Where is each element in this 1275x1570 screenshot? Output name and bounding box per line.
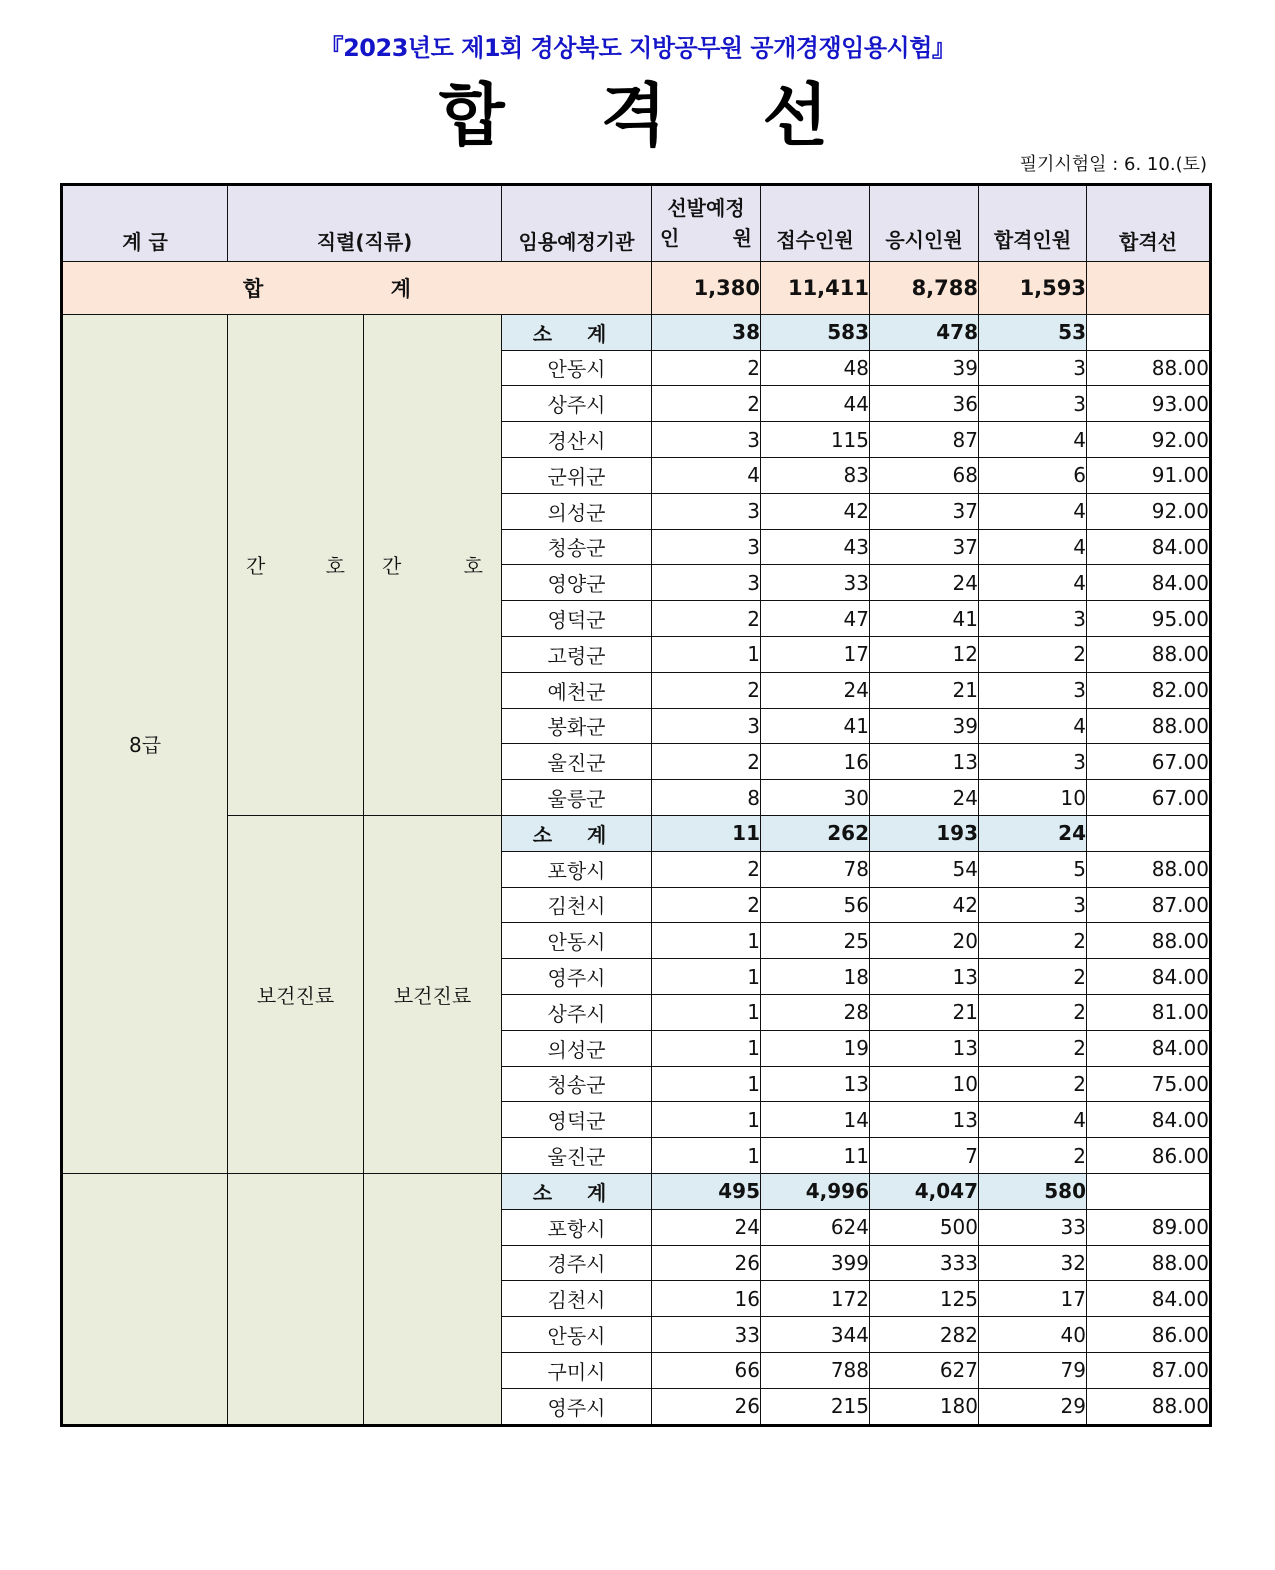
exam-date: 필기시험일 : 6. 10.(토) [1019, 154, 1207, 175]
attended-cell: 39 [870, 350, 979, 386]
subtotal-attended: 193 [870, 815, 979, 851]
cutoff-cell: 88.00 [1087, 851, 1211, 887]
planned-cell: 66 [652, 1352, 761, 1388]
attended-cell: 24 [870, 565, 979, 601]
passed-cell: 29 [979, 1388, 1087, 1425]
cutoff-cell: 89.00 [1087, 1209, 1211, 1245]
planned-cell: 1 [652, 1138, 761, 1174]
org-cell: 상주시 [502, 386, 652, 422]
passed-cell: 2 [979, 1138, 1087, 1174]
cutoff-cell: 88.00 [1087, 636, 1211, 672]
attended-cell: 42 [870, 887, 979, 923]
subtotal-row [62, 1173, 1211, 1209]
grade-cell: 8급 [62, 314, 228, 1173]
document-subtitle: 『2023년도 제1회 경상북도 지방공무원 공개경쟁임용시험』 [319, 34, 956, 62]
job-class-cell [364, 314, 502, 815]
applied-cell: 33 [761, 565, 870, 601]
grand-total-row [62, 261, 1211, 314]
attended-cell: 12 [870, 636, 979, 672]
attended-cell: 68 [870, 457, 979, 493]
grand-total-attended: 8,788 [870, 261, 979, 314]
cutoff-cell: 84.00 [1087, 529, 1211, 565]
job-series-cell [228, 1173, 364, 1425]
attended-cell: 21 [870, 994, 979, 1030]
planned-cell: 1 [652, 923, 761, 959]
passed-cell: 6 [979, 457, 1087, 493]
planned-cell: 1 [652, 636, 761, 672]
col-attended: 응시인원 [870, 185, 979, 262]
attended-cell: 37 [870, 529, 979, 565]
attended-cell: 20 [870, 923, 979, 959]
subtotal-cutoff [1087, 1173, 1211, 1209]
passed-cell: 4 [979, 565, 1087, 601]
attended-cell: 180 [870, 1388, 979, 1425]
org-cell: 김천시 [502, 1281, 652, 1317]
passed-cell: 3 [979, 744, 1087, 780]
applied-cell: 48 [761, 350, 870, 386]
applied-cell: 25 [761, 923, 870, 959]
cutoff-cell: 82.00 [1087, 672, 1211, 708]
cutoff-cell: 87.00 [1087, 887, 1211, 923]
applied-cell: 43 [761, 529, 870, 565]
planned-cell: 2 [652, 601, 761, 637]
document-title [0, 62, 1275, 159]
planned-cell: 26 [652, 1388, 761, 1425]
attended-cell: 10 [870, 1066, 979, 1102]
planned-cell: 3 [652, 493, 761, 529]
org-cell: 경산시 [502, 422, 652, 458]
org-cell: 영주시 [502, 959, 652, 995]
planned-cell: 1 [652, 959, 761, 995]
grand-total-passed: 1,593 [979, 261, 1087, 314]
planned-cell: 26 [652, 1245, 761, 1281]
planned-cell: 2 [652, 386, 761, 422]
cutoff-cell: 84.00 [1087, 1281, 1211, 1317]
cutoff-cell: 86.00 [1087, 1317, 1211, 1353]
subtotal-passed: 24 [979, 815, 1087, 851]
subtotal-passed: 580 [979, 1173, 1087, 1209]
applied-cell: 28 [761, 994, 870, 1030]
applied-cell: 172 [761, 1281, 870, 1317]
subtotal-label: 소 계 [502, 314, 652, 350]
cutoff-cell: 81.00 [1087, 994, 1211, 1030]
cutoff-cell: 84.00 [1087, 1102, 1211, 1138]
org-cell: 예천군 [502, 672, 652, 708]
passed-cell: 3 [979, 601, 1087, 637]
job-class-cell [364, 1173, 502, 1425]
cutoff-cell: 92.00 [1087, 493, 1211, 529]
job-char: 간 [246, 554, 266, 579]
planned-cell: 2 [652, 350, 761, 386]
cutoff-cell: 92.00 [1087, 422, 1211, 458]
org-cell: 영주시 [502, 1388, 652, 1425]
col-passed: 합격인원 [979, 185, 1087, 262]
passed-cell: 4 [979, 529, 1087, 565]
attended-cell: 627 [870, 1352, 979, 1388]
subtotal-planned: 495 [652, 1173, 761, 1209]
col-planned [652, 185, 761, 262]
passed-cell: 2 [979, 1066, 1087, 1102]
col-planned-line1: 선발예정 [667, 196, 745, 221]
planned-cell: 33 [652, 1317, 761, 1353]
org-cell: 청송군 [502, 1066, 652, 1102]
applied-cell: 41 [761, 708, 870, 744]
passed-cell: 3 [979, 350, 1087, 386]
org-cell: 의성군 [502, 1030, 652, 1066]
applied-cell: 42 [761, 493, 870, 529]
passed-cell: 32 [979, 1245, 1087, 1281]
subtotal-attended: 478 [870, 314, 979, 350]
subtotal-attended: 4,047 [870, 1173, 979, 1209]
cutoff-cell: 88.00 [1087, 350, 1211, 386]
subtotal-cutoff [1087, 815, 1211, 851]
planned-cell: 2 [652, 887, 761, 923]
applied-cell: 17 [761, 636, 870, 672]
passed-cell: 2 [979, 923, 1087, 959]
subtotal-row [62, 815, 1211, 851]
org-cell: 포항시 [502, 1209, 652, 1245]
attended-cell: 36 [870, 386, 979, 422]
planned-cell: 1 [652, 1102, 761, 1138]
subtotal-row [62, 314, 1211, 350]
cutoff-cell: 84.00 [1087, 565, 1211, 601]
subtotal-planned: 38 [652, 314, 761, 350]
col-job: 직렬(직류) [228, 185, 502, 262]
planned-cell: 3 [652, 708, 761, 744]
org-cell: 포항시 [502, 851, 652, 887]
passed-cell: 4 [979, 493, 1087, 529]
applied-cell: 115 [761, 422, 870, 458]
cutoff-cell: 75.00 [1087, 1066, 1211, 1102]
attended-cell: 13 [870, 744, 979, 780]
grand-total-applied: 11,411 [761, 261, 870, 314]
cutoff-cell: 67.00 [1087, 744, 1211, 780]
col-org: 임용예정기관 [502, 185, 652, 262]
cutoff-cell: 84.00 [1087, 1030, 1211, 1066]
org-cell: 안동시 [502, 923, 652, 959]
passed-cell: 10 [979, 780, 1087, 816]
org-cell: 군위군 [502, 457, 652, 493]
passed-cell: 4 [979, 422, 1087, 458]
subtotal-applied: 583 [761, 314, 870, 350]
applied-cell: 11 [761, 1138, 870, 1174]
cutoff-cell: 86.00 [1087, 1138, 1211, 1174]
attended-cell: 24 [870, 780, 979, 816]
passed-cell: 5 [979, 851, 1087, 887]
org-cell: 울진군 [502, 1138, 652, 1174]
attended-cell: 282 [870, 1317, 979, 1353]
title-char: 격 [600, 77, 675, 156]
title-char: 합 [438, 77, 513, 156]
cutoff-cell: 91.00 [1087, 457, 1211, 493]
applied-cell: 399 [761, 1245, 870, 1281]
applied-cell: 14 [761, 1102, 870, 1138]
planned-cell: 1 [652, 994, 761, 1030]
job-char: 호 [325, 554, 345, 579]
applied-cell: 44 [761, 386, 870, 422]
planned-cell: 2 [652, 672, 761, 708]
cutoff-cell: 88.00 [1087, 708, 1211, 744]
passed-cell: 2 [979, 636, 1087, 672]
org-cell: 경주시 [502, 1245, 652, 1281]
job-char: 호 [463, 554, 483, 579]
results-table [60, 183, 1212, 1427]
org-cell: 상주시 [502, 994, 652, 1030]
org-cell: 영덕군 [502, 1102, 652, 1138]
passed-cell: 17 [979, 1281, 1087, 1317]
org-cell: 고령군 [502, 636, 652, 672]
planned-cell: 3 [652, 529, 761, 565]
attended-cell: 7 [870, 1138, 979, 1174]
grand-total-cutoff [1087, 261, 1211, 314]
table-header [62, 185, 1211, 262]
cutoff-cell: 88.00 [1087, 1388, 1211, 1425]
attended-cell: 13 [870, 1102, 979, 1138]
job-series-cell: 보건진료 [228, 815, 364, 1173]
planned-cell: 2 [652, 744, 761, 780]
attended-cell: 500 [870, 1209, 979, 1245]
applied-cell: 215 [761, 1388, 870, 1425]
job-char: 간 [382, 554, 402, 579]
org-cell: 청송군 [502, 529, 652, 565]
col-planned-line2a: 인 [660, 226, 680, 251]
subtotal-passed: 53 [979, 314, 1087, 350]
cutoff-cell: 84.00 [1087, 959, 1211, 995]
planned-cell: 24 [652, 1209, 761, 1245]
attended-cell: 333 [870, 1245, 979, 1281]
col-planned-line2b: 원 [732, 226, 752, 251]
org-cell: 영덕군 [502, 601, 652, 637]
attended-cell: 13 [870, 959, 979, 995]
applied-cell: 19 [761, 1030, 870, 1066]
applied-cell: 13 [761, 1066, 870, 1102]
passed-cell: 2 [979, 1030, 1087, 1066]
passed-cell: 40 [979, 1317, 1087, 1353]
planned-cell: 8 [652, 780, 761, 816]
col-cutoff: 합격선 [1087, 185, 1211, 262]
passed-cell: 3 [979, 386, 1087, 422]
org-cell: 구미시 [502, 1352, 652, 1388]
org-cell: 안동시 [502, 350, 652, 386]
passed-cell: 2 [979, 994, 1087, 1030]
passed-cell: 2 [979, 959, 1087, 995]
applied-cell: 78 [761, 851, 870, 887]
planned-cell: 16 [652, 1281, 761, 1317]
subtotal-planned: 11 [652, 815, 761, 851]
subtotal-label: 소 계 [502, 815, 652, 851]
grade-cell [62, 1173, 228, 1425]
applied-cell: 18 [761, 959, 870, 995]
planned-cell: 3 [652, 422, 761, 458]
applied-cell: 30 [761, 780, 870, 816]
grand-total-planned: 1,380 [652, 261, 761, 314]
applied-cell: 24 [761, 672, 870, 708]
attended-cell: 125 [870, 1281, 979, 1317]
org-cell: 봉화군 [502, 708, 652, 744]
org-cell: 안동시 [502, 1317, 652, 1353]
job-series-cell [228, 314, 364, 815]
passed-cell: 3 [979, 887, 1087, 923]
planned-cell: 4 [652, 457, 761, 493]
job-class-cell: 보건진료 [364, 815, 502, 1173]
cutoff-cell: 93.00 [1087, 386, 1211, 422]
subtotal-applied: 262 [761, 815, 870, 851]
planned-cell: 1 [652, 1066, 761, 1102]
attended-cell: 87 [870, 422, 979, 458]
applied-cell: 83 [761, 457, 870, 493]
passed-cell: 4 [979, 1102, 1087, 1138]
subtotal-applied: 4,996 [761, 1173, 870, 1209]
passed-cell: 3 [979, 672, 1087, 708]
subtotal-cutoff [1087, 314, 1211, 350]
title-char: 선 [762, 77, 837, 156]
planned-cell: 2 [652, 851, 761, 887]
applied-cell: 624 [761, 1209, 870, 1245]
grand-total-label: 합 계 [62, 261, 652, 314]
cutoff-cell: 88.00 [1087, 923, 1211, 959]
passed-cell: 33 [979, 1209, 1087, 1245]
cutoff-cell: 88.00 [1087, 1245, 1211, 1281]
applied-cell: 344 [761, 1317, 870, 1353]
attended-cell: 41 [870, 601, 979, 637]
org-cell: 울진군 [502, 744, 652, 780]
col-grade: 계 급 [62, 185, 228, 262]
org-cell: 의성군 [502, 493, 652, 529]
attended-cell: 13 [870, 1030, 979, 1066]
attended-cell: 54 [870, 851, 979, 887]
attended-cell: 21 [870, 672, 979, 708]
passed-cell: 79 [979, 1352, 1087, 1388]
passed-cell: 4 [979, 708, 1087, 744]
attended-cell: 39 [870, 708, 979, 744]
planned-cell: 1 [652, 1030, 761, 1066]
attended-cell: 37 [870, 493, 979, 529]
col-applied: 접수인원 [761, 185, 870, 262]
applied-cell: 47 [761, 601, 870, 637]
org-cell: 울릉군 [502, 780, 652, 816]
org-cell: 영양군 [502, 565, 652, 601]
cutoff-cell: 95.00 [1087, 601, 1211, 637]
subtotal-label: 소 계 [502, 1173, 652, 1209]
cutoff-cell: 67.00 [1087, 780, 1211, 816]
planned-cell: 3 [652, 565, 761, 601]
applied-cell: 16 [761, 744, 870, 780]
applied-cell: 56 [761, 887, 870, 923]
org-cell: 김천시 [502, 887, 652, 923]
cutoff-cell: 87.00 [1087, 1352, 1211, 1388]
applied-cell: 788 [761, 1352, 870, 1388]
